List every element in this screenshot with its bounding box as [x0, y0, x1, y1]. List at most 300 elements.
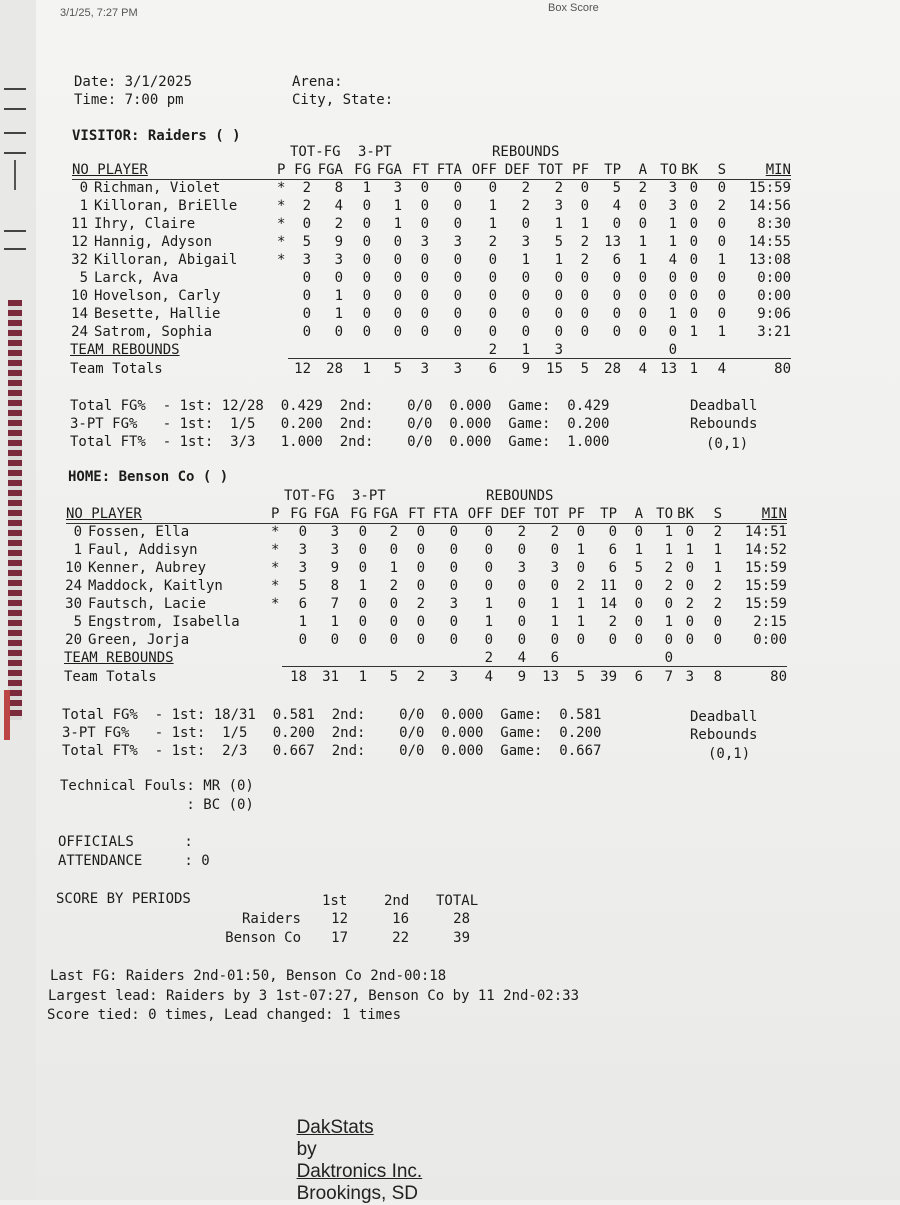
- stat-cell: 7: [330, 596, 339, 612]
- stat-cell: 0: [362, 270, 371, 286]
- period-score: 39: [453, 930, 470, 946]
- stat-cell: 1: [488, 216, 497, 232]
- column-group-header: 3-PT: [352, 488, 386, 504]
- note-score-tied: Score tied: 0 times, Lead changed: 1 times: [47, 1007, 402, 1023]
- stat-cell: 0: [362, 324, 371, 340]
- stat-cell: 1: [664, 542, 673, 558]
- stat-cell: 0: [580, 270, 589, 286]
- margin-mark: [4, 132, 26, 134]
- minutes-cell: 8:30: [757, 216, 791, 232]
- stat-cell: 0: [453, 198, 462, 214]
- column-header: BK: [677, 506, 694, 522]
- player-number: 11: [71, 216, 88, 232]
- starter-mark: *: [271, 524, 280, 540]
- stat-cell: 0: [389, 542, 398, 558]
- stat-cell: 1: [334, 288, 343, 304]
- stat-cell: 1: [668, 234, 677, 250]
- column-header: TOT: [533, 506, 559, 522]
- stat-cell: 0: [416, 542, 425, 558]
- stat-cell: 3: [668, 198, 677, 214]
- starter-mark: *: [277, 198, 286, 214]
- stat-cell: 0: [453, 270, 462, 286]
- stat-cell: 0: [420, 324, 429, 340]
- stat-cell: 3: [393, 180, 402, 196]
- visitor-deadball-label: Deadball: [690, 398, 758, 414]
- player-number: 20: [65, 632, 82, 648]
- stat-cell: 2: [717, 198, 726, 214]
- column-header: TO: [656, 506, 673, 522]
- stat-cell: 0: [668, 288, 677, 304]
- stat-cell: 1: [576, 542, 585, 558]
- minutes-cell: 0:00: [753, 632, 787, 648]
- player-number: 1: [79, 198, 88, 214]
- stat-cell: 5: [554, 234, 563, 250]
- player-name: Killoran, Abigail: [94, 252, 238, 268]
- stat-cell: 2: [302, 198, 311, 214]
- visitor-deadball-label: Rebounds: [690, 416, 758, 432]
- totals-rule: [282, 666, 787, 667]
- stat-cell: 0: [685, 560, 694, 576]
- minutes-cell: 0:00: [757, 270, 791, 286]
- stat-cell: 0: [358, 524, 367, 540]
- stat-cell: 0: [689, 270, 698, 286]
- stat-cell: 0: [302, 288, 311, 304]
- footer-location: Brookings, SD: [296, 1183, 419, 1204]
- home-title: HOME: Benson Co ( ): [68, 469, 229, 485]
- stat-cell: 1: [554, 252, 563, 268]
- stat-cell: 0: [302, 270, 311, 286]
- stat-cell: 0: [612, 216, 621, 232]
- stat-cell: 5: [634, 560, 643, 576]
- team-totals-cell: 3: [453, 361, 462, 377]
- stat-cell: 0: [612, 306, 621, 322]
- stat-cell: 0: [484, 578, 493, 594]
- player-name: Ihry, Claire: [94, 216, 196, 232]
- team-totals-cell: 13: [542, 669, 559, 685]
- stat-cell: 0: [554, 288, 563, 304]
- stat-cell: 0: [389, 632, 398, 648]
- stat-cell: 0: [362, 288, 371, 304]
- stat-cell: 1: [330, 614, 339, 630]
- team-totals-cell: 6: [488, 361, 497, 377]
- stat-cell: 0: [612, 324, 621, 340]
- stat-cell: 5: [612, 180, 621, 196]
- period-score: 16: [392, 911, 409, 927]
- stat-cell: 2: [334, 216, 343, 232]
- column-header: A: [634, 506, 643, 522]
- column-header: FGA: [313, 506, 339, 522]
- stat-cell: 0: [717, 270, 726, 286]
- stat-cell: 0: [664, 632, 673, 648]
- team-totals-cell: 3: [420, 361, 429, 377]
- stat-cell: 3: [330, 542, 339, 558]
- stat-cell: 1: [685, 542, 694, 558]
- stat-cell: 1: [550, 596, 559, 612]
- stat-cell: 3: [298, 560, 307, 576]
- stat-cell: 0: [420, 198, 429, 214]
- player-name: Faul, Addisyn: [88, 542, 198, 558]
- column-header: P: [271, 506, 280, 522]
- stat-cell: 3: [298, 542, 307, 558]
- stat-cell: 0: [517, 578, 526, 594]
- stat-cell: 1: [713, 542, 722, 558]
- stat-cell: 2: [685, 596, 694, 612]
- stat-cell: 0: [449, 542, 458, 558]
- stat-cell: 0: [608, 524, 617, 540]
- player-name: Engstrom, Isabella: [88, 614, 240, 630]
- column-header: DEF: [504, 162, 530, 178]
- stat-cell: 0: [420, 252, 429, 268]
- column-header: S: [717, 162, 726, 178]
- game-city: City, State:: [292, 92, 394, 108]
- stat-cell: 0: [393, 252, 402, 268]
- stat-cell: 1: [717, 252, 726, 268]
- stat-cell: 6: [608, 560, 617, 576]
- margin-mark: [4, 248, 26, 250]
- stat-cell: 1: [362, 180, 371, 196]
- period-score: 17: [331, 930, 348, 946]
- stat-cell: 3: [334, 252, 343, 268]
- stat-cell: 3: [420, 234, 429, 250]
- stat-cell: 0: [517, 596, 526, 612]
- stat-cell: 0: [358, 632, 367, 648]
- technical-fouls: Technical Fouls: MR (0): [60, 778, 254, 794]
- column-header: FG: [294, 162, 311, 178]
- stat-cell: 0: [576, 560, 585, 576]
- column-header: BK: [681, 162, 698, 178]
- stat-cell: 2: [521, 180, 530, 196]
- stat-cell: 0: [488, 180, 497, 196]
- stat-cell: 0: [453, 288, 462, 304]
- stat-cell: 3: [550, 560, 559, 576]
- minutes-cell: 14:51: [744, 524, 787, 540]
- minutes-cell: 14:52: [744, 542, 787, 558]
- binder-margin: [0, 0, 37, 1200]
- stat-cell: 3: [449, 596, 458, 612]
- score-by-periods-label: SCORE BY PERIODS: [56, 891, 191, 907]
- team-totals-cell: 3: [449, 669, 458, 685]
- player-number: 5: [73, 614, 82, 630]
- player-name: Fautsch, Lacie: [88, 596, 207, 612]
- home-deadball-label: Rebounds: [690, 727, 758, 743]
- starter-mark: *: [277, 234, 286, 250]
- stat-cell: 1: [689, 324, 698, 340]
- stat-cell: 4: [668, 252, 677, 268]
- stat-cell: 1: [713, 560, 722, 576]
- column-header: OFF: [467, 506, 493, 522]
- player-number: 5: [79, 270, 88, 286]
- team-rebounds-off: 2: [484, 650, 493, 666]
- team-totals-cell: 18: [290, 669, 307, 685]
- team-totals-cell: 5: [393, 361, 402, 377]
- stat-cell: 1: [554, 216, 563, 232]
- stat-cell: 2: [713, 578, 722, 594]
- margin-mark: [14, 160, 16, 190]
- player-name: Hannig, Adyson: [94, 234, 213, 250]
- margin-mark: [4, 108, 26, 110]
- stat-cell: 13: [604, 234, 621, 250]
- stat-cell: 0: [580, 198, 589, 214]
- stat-cell: 0: [664, 596, 673, 612]
- team-totals-cell: 5: [580, 361, 589, 377]
- player-number: 12: [71, 234, 88, 250]
- stat-cell: 0: [713, 632, 722, 648]
- stat-cell: 0: [668, 270, 677, 286]
- column-header: TP: [604, 162, 621, 178]
- stat-cell: 1: [484, 596, 493, 612]
- stat-cell: 0: [713, 614, 722, 630]
- team-rebounds-tot: 6: [550, 650, 559, 666]
- minutes-cell: 15:59: [744, 578, 787, 594]
- stat-cell: 2: [576, 578, 585, 594]
- stat-cell: 0: [302, 324, 311, 340]
- column-group-header: REBOUNDS: [492, 144, 560, 160]
- team-totals-cell: 3: [685, 669, 694, 685]
- column-header: FG: [354, 162, 371, 178]
- stat-cell: 0: [638, 306, 647, 322]
- team-rebounds-tot: 3: [554, 342, 563, 358]
- stat-cell: 0: [612, 270, 621, 286]
- column-header: TOT: [537, 162, 563, 178]
- team-rebounds-def: 1: [521, 342, 530, 358]
- stat-cell: 0: [668, 324, 677, 340]
- stat-cell: 0: [580, 180, 589, 196]
- stat-cell: 0: [689, 180, 698, 196]
- column-header: DEF: [500, 506, 526, 522]
- player-number: 10: [71, 288, 88, 304]
- team-totals-cell: 2: [416, 669, 425, 685]
- column-header: FTA: [432, 506, 458, 522]
- stat-cell: 0: [638, 270, 647, 286]
- team-totals-label: Team Totals: [70, 361, 163, 377]
- stat-cell: 3: [668, 180, 677, 196]
- column-header: FG: [350, 506, 367, 522]
- stat-cell: 0: [302, 306, 311, 322]
- stat-cell: 1: [393, 198, 402, 214]
- stat-cell: 3: [330, 524, 339, 540]
- stat-cell: 1: [717, 324, 726, 340]
- stat-cell: 0: [416, 578, 425, 594]
- attendance: ATTENDANCE : 0: [58, 853, 210, 869]
- stat-cell: 6: [612, 252, 621, 268]
- home-pct-line: Total FT% - 1st: 2/3 0.667 2nd: 0/0 0.000 Game: 0.667: [62, 743, 602, 759]
- stat-cell: 0: [521, 306, 530, 322]
- team-totals-cell: 1: [358, 669, 367, 685]
- stat-cell: 0: [717, 234, 726, 250]
- stat-cell: 0: [334, 270, 343, 286]
- period-score: 28: [453, 911, 470, 927]
- visitor-pct-line: Total FG% - 1st: 12/28 0.429 2nd: 0/0 0.000 Game: 0.429: [70, 398, 610, 414]
- stat-cell: 2: [554, 180, 563, 196]
- stat-cell: 11: [600, 578, 617, 594]
- stat-cell: 0: [580, 288, 589, 304]
- team-totals-cell: 39: [600, 669, 617, 685]
- stat-cell: 5: [298, 578, 307, 594]
- stat-cell: 0: [689, 252, 698, 268]
- stat-cell: 1: [576, 596, 585, 612]
- stat-cell: 0: [420, 270, 429, 286]
- team-rebounds-label: TEAM REBOUNDS: [70, 342, 180, 358]
- stat-cell: 1: [668, 216, 677, 232]
- stat-cell: 0: [362, 306, 371, 322]
- stat-cell: 0: [453, 324, 462, 340]
- stat-cell: 0: [416, 632, 425, 648]
- team-totals-cell: 12: [294, 361, 311, 377]
- team-totals-cell: 7: [664, 669, 673, 685]
- stat-cell: 2: [416, 596, 425, 612]
- stat-cell: 0: [484, 524, 493, 540]
- stat-cell: 0: [554, 270, 563, 286]
- stat-cell: 0: [685, 578, 694, 594]
- player-name: Larck, Ava: [94, 270, 179, 286]
- stat-cell: 0: [634, 578, 643, 594]
- stat-cell: 1: [393, 216, 402, 232]
- stat-cell: 3: [517, 560, 526, 576]
- player-number: 0: [79, 180, 88, 196]
- stat-cell: 0: [302, 216, 311, 232]
- stat-cell: 4: [334, 198, 343, 214]
- column-group-header: TOT-FG: [284, 488, 335, 504]
- margin-mark: [4, 690, 10, 740]
- team-rebounds-to: 0: [668, 342, 677, 358]
- minutes-cell: 3:21: [757, 324, 791, 340]
- stat-cell: 2: [580, 252, 589, 268]
- stat-cell: 0: [638, 288, 647, 304]
- home-deadball-value: (0,1): [708, 746, 751, 762]
- column-header: FGA: [376, 162, 402, 178]
- team-rebounds-off: 2: [488, 342, 497, 358]
- stat-cell: 0: [358, 596, 367, 612]
- visitor-deadball-value: (0,1): [706, 436, 749, 452]
- team-totals-cell: 4: [717, 361, 726, 377]
- stat-cell: 1: [389, 560, 398, 576]
- column-header: NO PLAYER: [66, 506, 142, 522]
- minutes-cell: 14:55: [748, 234, 791, 250]
- team-totals-minutes: 80: [774, 361, 791, 377]
- stat-cell: 0: [362, 234, 371, 250]
- stat-cell: 1: [521, 252, 530, 268]
- margin-mark: [4, 230, 26, 232]
- column-header: FTA: [436, 162, 462, 178]
- stat-cell: 0: [689, 288, 698, 304]
- stat-cell: 0: [554, 324, 563, 340]
- footer-brand: DakStats: [296, 1117, 374, 1138]
- stat-cell: 8: [330, 578, 339, 594]
- player-name: Killoran, BriElle: [94, 198, 238, 214]
- stat-cell: 0: [420, 306, 429, 322]
- stat-cell: 0: [334, 324, 343, 340]
- stat-cell: 0: [358, 542, 367, 558]
- stat-cell: 2: [488, 234, 497, 250]
- column-header: FG: [290, 506, 307, 522]
- stat-cell: 6: [298, 596, 307, 612]
- stat-cell: 0: [389, 596, 398, 612]
- game-time: Time: 7:00 pm: [74, 92, 184, 108]
- team-totals-cell: 9: [517, 669, 526, 685]
- stat-cell: 0: [488, 288, 497, 304]
- stat-cell: 14: [600, 596, 617, 612]
- player-name: Richman, Violet: [94, 180, 221, 196]
- stat-cell: 0: [634, 614, 643, 630]
- minutes-cell: 0:00: [757, 288, 791, 304]
- footer-by: by: [296, 1139, 317, 1160]
- stat-cell: 0: [484, 560, 493, 576]
- stat-cell: 0: [484, 632, 493, 648]
- stat-cell: 0: [550, 578, 559, 594]
- stat-cell: 0: [550, 542, 559, 558]
- stat-cell: 0: [449, 632, 458, 648]
- team-totals-cell: 1: [689, 361, 698, 377]
- stat-cell: 0: [685, 632, 694, 648]
- margin-mark: [4, 88, 26, 90]
- stat-cell: 2: [664, 578, 673, 594]
- stat-cell: 2: [521, 198, 530, 214]
- stat-cell: 0: [554, 306, 563, 322]
- stat-cell: 0: [488, 252, 497, 268]
- team-totals-cell: 28: [326, 361, 343, 377]
- team-rebounds-label: TEAM REBOUNDS: [64, 650, 174, 666]
- stat-cell: 0: [298, 632, 307, 648]
- column-header: TO: [660, 162, 677, 178]
- stat-cell: 0: [416, 560, 425, 576]
- player-number: 32: [71, 252, 88, 268]
- team-totals-cell: 15: [546, 361, 563, 377]
- player-name: Kenner, Aubrey: [88, 560, 207, 576]
- stat-cell: 0: [358, 614, 367, 630]
- player-name: Green, Jorja: [88, 632, 190, 648]
- stat-cell: 0: [393, 234, 402, 250]
- stat-cell: 0: [517, 632, 526, 648]
- stat-cell: 0: [453, 180, 462, 196]
- stat-cell: 0: [517, 614, 526, 630]
- stat-cell: 0: [689, 198, 698, 214]
- margin-mark: [4, 152, 26, 154]
- stat-cell: 1: [488, 198, 497, 214]
- stat-cell: 0: [453, 252, 462, 268]
- stat-cell: 1: [576, 614, 585, 630]
- game-arena: Arena:: [292, 74, 343, 90]
- totals-rule: [288, 358, 791, 359]
- starter-mark: *: [277, 180, 286, 196]
- starter-mark: *: [271, 578, 280, 594]
- column-header: OFF: [471, 162, 497, 178]
- stat-cell: 0: [393, 324, 402, 340]
- home-pct-line: Total FG% - 1st: 18/31 0.581 2nd: 0/0 0.000 Game: 0.581: [62, 707, 602, 723]
- stat-cell: 0: [521, 270, 530, 286]
- period-team: Raiders: [241, 911, 301, 927]
- player-number: 24: [71, 324, 88, 340]
- stat-cell: 0: [608, 632, 617, 648]
- team-totals-cell: 1: [362, 361, 371, 377]
- stat-cell: 0: [689, 234, 698, 250]
- visitor-pct-line: Total FT% - 1st: 3/3 1.000 2nd: 0/0 0.000 Game: 1.000: [70, 434, 610, 450]
- home-deadball-label: Deadball: [690, 709, 758, 725]
- stat-cell: 2: [713, 524, 722, 540]
- column-header: MIN: [761, 506, 787, 522]
- stat-cell: 0: [580, 306, 589, 322]
- minutes-cell: 2:15: [753, 614, 787, 630]
- stat-cell: 0: [689, 306, 698, 322]
- minutes-cell: 15:59: [748, 180, 791, 196]
- stat-cell: 0: [416, 614, 425, 630]
- print-title: Box Score: [548, 2, 599, 14]
- stat-cell: 0: [362, 216, 371, 232]
- footer-company: Daktronics Inc.: [296, 1161, 423, 1182]
- stat-cell: 2: [302, 180, 311, 196]
- stat-cell: 0: [488, 324, 497, 340]
- team-totals-cell: 4: [638, 361, 647, 377]
- team-totals-cell: 9: [521, 361, 530, 377]
